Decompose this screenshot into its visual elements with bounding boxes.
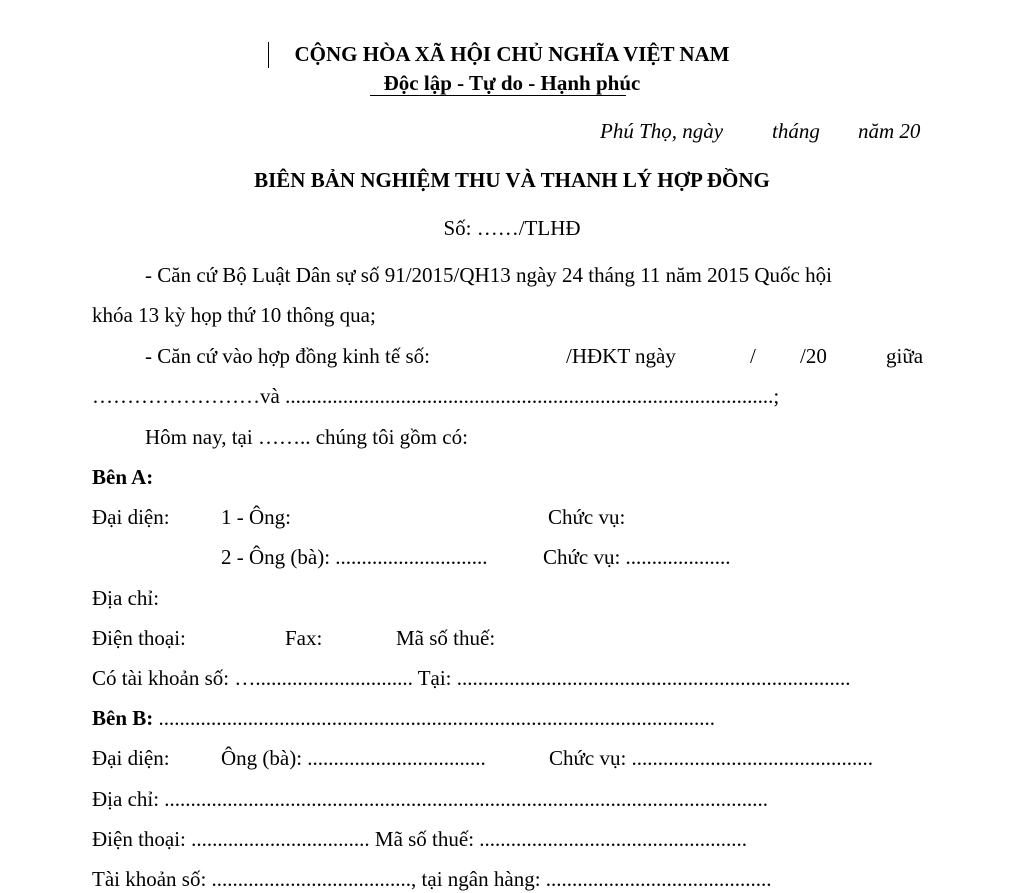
contract-date-slash-1: / bbox=[750, 344, 756, 368]
date-month: tháng bbox=[772, 119, 820, 143]
party-a-rep-1-position: Chức vụ: bbox=[548, 505, 626, 529]
contract-parties-line: ……………………và .............................................................................................; bbox=[92, 384, 780, 408]
contract-between: giữa bbox=[886, 344, 924, 368]
party-b-rep-label: Đại diện: bbox=[92, 746, 170, 770]
party-b-rep-position: Chức vụ: .............................................. bbox=[549, 746, 874, 770]
basis-line-1 bbox=[145, 265, 929, 286]
national-motto: Độc lập - Tự do - Hạnh phúc bbox=[383, 71, 641, 95]
national-title: CỘNG HÒA XÃ HỘI CHỦ NGHĨA VIỆT NAM bbox=[294, 42, 730, 66]
document-title: BIÊN BẢN NGHIỆM THU VÀ THANH LÝ HỢP ĐỒNG bbox=[254, 168, 770, 192]
party-a-address: Địa chỉ: bbox=[92, 586, 160, 610]
party-b-heading: Bên B: bbox=[92, 706, 154, 730]
party-b-heading-line bbox=[92, 708, 715, 729]
party-b-address: Địa chỉ: ................................................................................................................... bbox=[92, 787, 769, 811]
party-a-tax-code: Mã số thuế: bbox=[396, 626, 496, 650]
contract-code: /HĐKT ngày bbox=[566, 344, 676, 368]
date-year: năm 20 bbox=[858, 119, 921, 143]
party-a-rep-2-position: Chức vụ: .................... bbox=[543, 545, 731, 569]
basis-line-1-text: - Căn cứ Bộ Luật Dân sự số 91/2015/QH13 ngày 24 tháng 11 năm 2015 Quốc hội bbox=[145, 263, 832, 287]
date-place: Phú Thọ, ngày bbox=[600, 119, 724, 143]
party-a-heading: Bên A: bbox=[92, 465, 154, 489]
party-a-rep-label: Đại diện: bbox=[92, 505, 170, 529]
basis-line-2: khóa 13 kỳ họp thứ 10 thông qua; bbox=[92, 303, 376, 327]
party-a-fax: Fax: bbox=[285, 626, 323, 650]
party-b-rep: Ông (bà): .................................. bbox=[221, 746, 486, 770]
party-a-rep-1: 1 - Ông: bbox=[221, 505, 291, 529]
contract-basis-prefix: - Căn cứ vào hợp đồng kinh tế số: bbox=[145, 344, 430, 368]
motto-underline bbox=[370, 95, 626, 96]
party-b-heading-dots: .......................................................................................................... bbox=[158, 706, 716, 730]
document-number: Số: ……/TLHĐ bbox=[443, 216, 581, 240]
party-a-rep-2: 2 - Ông (bà): ............................. bbox=[221, 545, 488, 569]
party-a-account: Có tài khoản số: ….............................. Tại: ........................................................................... bbox=[92, 666, 851, 690]
party-b-phone-tax: Điện thoại: .................................. Mã số thuế: ................................................... bbox=[92, 827, 748, 851]
party-b-account: Tài khoản số: ......................................, tại ngân hàng: ........................................... bbox=[92, 867, 772, 891]
contract-date-slash-2: /20 bbox=[800, 344, 827, 368]
today-line: Hôm nay, tại …….. chúng tôi gồm có: bbox=[145, 425, 468, 449]
party-a-phone: Điện thoại: bbox=[92, 626, 186, 650]
